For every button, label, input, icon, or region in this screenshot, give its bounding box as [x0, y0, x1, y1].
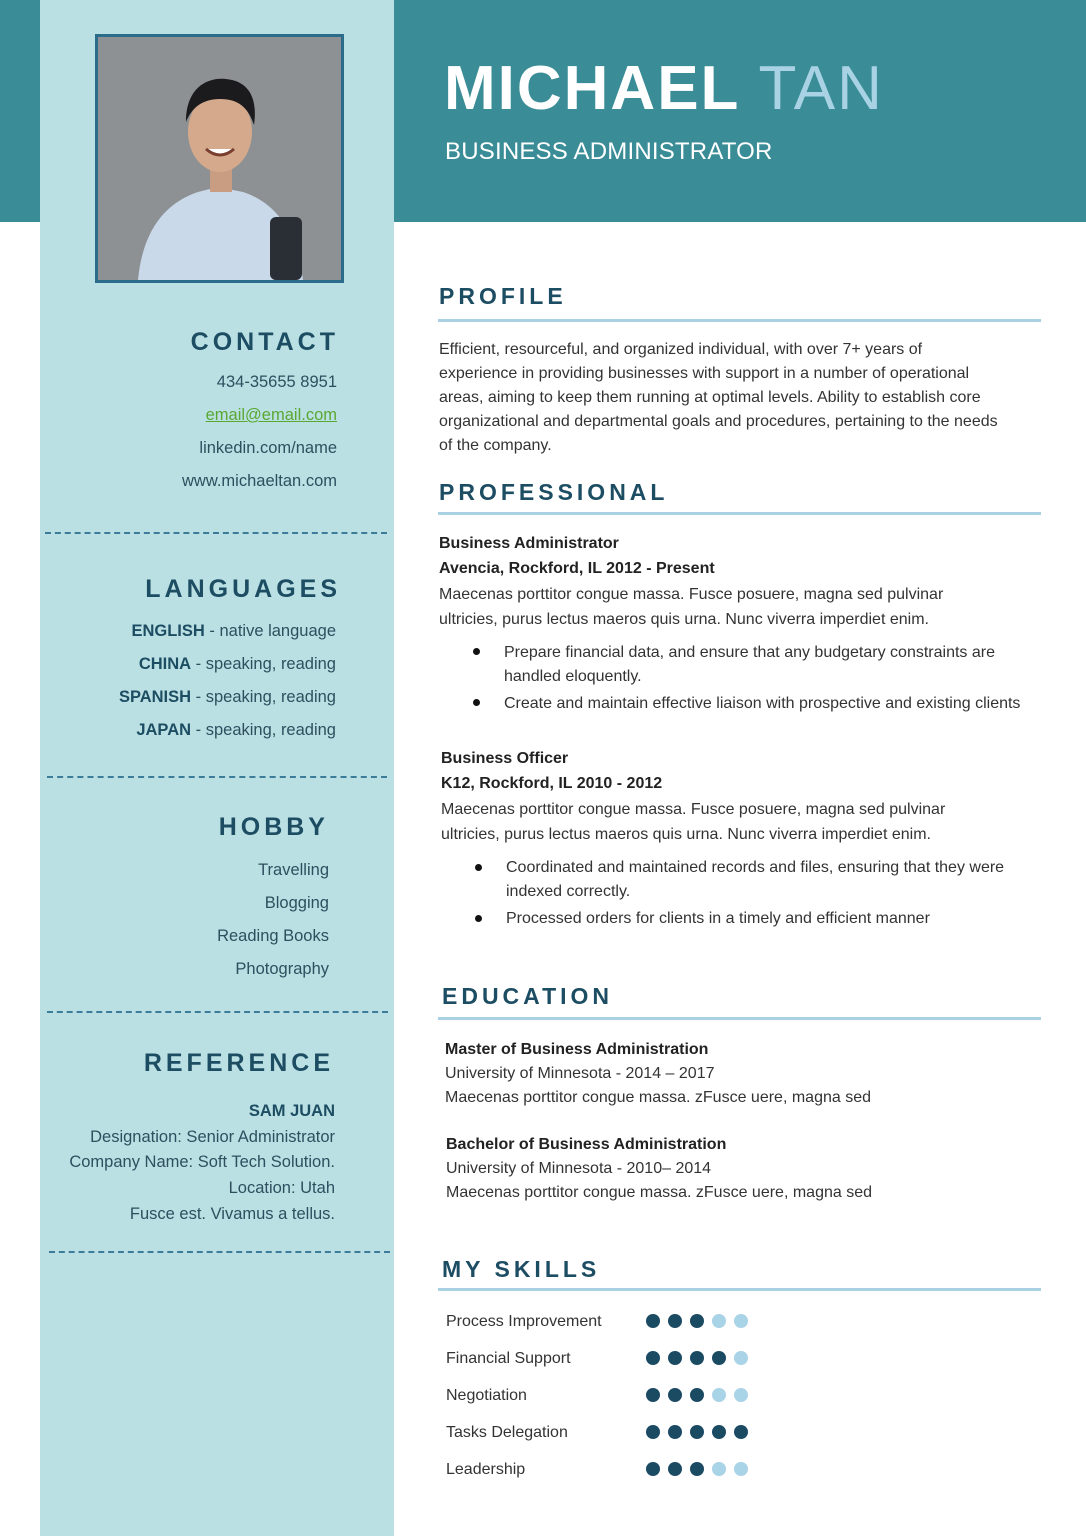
section-rule — [438, 512, 1041, 515]
job-description-line: Maecenas porttitor congue massa. Fusce posuere, magna sed pulvinar — [439, 586, 944, 603]
language-name: SPANISH — [118, 688, 192, 706]
reference-designation: Designation: Senior Administrator — [90, 1128, 335, 1146]
job-company-dates: Avencia, Rockford, IL 2012 - Present — [439, 560, 715, 577]
contact-linkedin[interactable]: linkedin.com/name — [199, 439, 337, 457]
rating-dot-filled-icon — [646, 1388, 660, 1402]
bullet-icon — [475, 915, 482, 922]
hobby-item: Travelling — [258, 861, 329, 879]
rating-dot-filled-icon — [690, 1351, 704, 1365]
profile-line: areas, aiming to keep them running at optimal levels. Ability to establish core — [439, 389, 981, 406]
degree-description: Maecenas porttitor congue massa. zFusce uere, magna sed — [446, 1184, 872, 1201]
rating-dot-filled-icon — [690, 1314, 704, 1328]
profile-line: of the company. — [439, 437, 552, 454]
rating-dot-filled-icon — [668, 1351, 682, 1365]
rating-dot-empty-icon — [712, 1388, 726, 1402]
rating-dot-filled-icon — [646, 1314, 660, 1328]
rating-dot-filled-icon — [668, 1314, 682, 1328]
job-description-line: ultricies, purus lectus maeros quis urna. Nunc viverra imperdiet enim. — [441, 826, 931, 843]
rating-dot-filled-icon — [646, 1351, 660, 1365]
education-heading: EDUCATION — [442, 983, 614, 1009]
rating-dot-empty-icon — [734, 1351, 748, 1365]
degree-description: Maecenas porttitor congue massa. zFusce uere, magna sed — [445, 1089, 871, 1106]
job-description-line: ultricies, purus lectus maeros quis urna. Nunc viverra imperdiet enim. — [439, 611, 929, 628]
language-level: - native language — [204, 622, 336, 640]
skill-label: Negotiation — [446, 1387, 527, 1404]
contact-email-link[interactable]: email@email.com — [205, 406, 337, 424]
profile-line: Efficient, resourceful, and organized individual, with over 7+ years of — [439, 341, 923, 358]
last-name: TAN — [758, 54, 884, 123]
reference-company: Company Name: Soft Tech Solution. — [69, 1153, 335, 1171]
skill-label: Process Improvement — [446, 1313, 602, 1330]
rating-dot-empty-icon — [712, 1462, 726, 1476]
profile-line: organizational and departmental goals and procedures, pertaining to the needs — [439, 413, 998, 430]
language-level: - speaking, reading — [191, 721, 336, 739]
bullet-icon — [473, 648, 480, 655]
portrait-image — [98, 37, 341, 280]
first-name: MICHAEL — [444, 54, 741, 123]
language-item — [119, 688, 336, 707]
profile-photo — [95, 34, 344, 283]
job-title: Business Administrator — [439, 535, 619, 552]
skill-rating — [646, 1314, 748, 1328]
job-description-line: Maecenas porttitor congue massa. Fusce posuere, magna sed pulvinar — [441, 801, 946, 818]
section-rule — [438, 1017, 1041, 1020]
rating-dot-filled-icon — [712, 1425, 726, 1439]
reference-name: SAM JUAN — [248, 1102, 335, 1120]
job-bullet: Coordinated and maintained records and files, ensuring that they were indexed correctly. — [506, 859, 1005, 900]
language-name: JAPAN — [136, 721, 192, 739]
skills-heading: MY SKILLS — [442, 1256, 601, 1282]
section-divider — [47, 1011, 388, 1013]
job-title: Business Officer — [441, 750, 569, 767]
contact-heading: CONTACT — [190, 328, 339, 356]
skill-rating — [646, 1462, 748, 1476]
rating-dot-empty-icon — [712, 1314, 726, 1328]
rating-dot-filled-icon — [712, 1351, 726, 1365]
rating-dot-filled-icon — [646, 1462, 660, 1476]
section-rule — [438, 1288, 1041, 1291]
rating-dot-filled-icon — [668, 1425, 682, 1439]
rating-dot-filled-icon — [690, 1425, 704, 1439]
language-name: CHINA — [138, 655, 192, 673]
degree-title: Master of Business Administration — [445, 1041, 709, 1058]
language-item — [131, 622, 336, 641]
section-divider — [49, 1251, 390, 1253]
rating-dot-empty-icon — [734, 1388, 748, 1402]
language-level: - speaking, reading — [191, 655, 336, 673]
professional-heading: PROFESSIONAL — [439, 479, 669, 505]
hobby-heading: HOBBY — [218, 813, 329, 841]
reference-heading: REFERENCE — [143, 1049, 334, 1077]
contact-phone[interactable]: 434-35655 8951 — [216, 373, 337, 391]
degree-school: University of Minnesota - 2010– 2014 — [446, 1160, 712, 1177]
profile-summary — [439, 338, 1039, 458]
candidate-name — [444, 56, 884, 122]
skill-label: Tasks Delegation — [446, 1424, 568, 1441]
reference-location: Location: Utah — [228, 1179, 335, 1197]
bullet-icon — [475, 864, 482, 871]
section-rule — [438, 319, 1041, 322]
skill-rating — [646, 1351, 748, 1365]
rating-dot-empty-icon — [734, 1462, 748, 1476]
job-bullet: Prepare financial data, and ensure that any budgetary constraints are handled eloquently. — [504, 644, 995, 685]
hobby-item: Blogging — [264, 894, 329, 912]
rating-dot-empty-icon — [734, 1314, 748, 1328]
job-title: BUSINESS ADMINISTRATOR — [445, 138, 773, 165]
job-bullet: Processed orders for clients in a timely and efficient manner — [506, 910, 930, 927]
degree-school: University of Minnesota - 2014 – 2017 — [445, 1065, 715, 1082]
degree-title: Bachelor of Business Administration — [446, 1136, 727, 1153]
rating-dot-filled-icon — [646, 1425, 660, 1439]
rating-dot-filled-icon — [668, 1462, 682, 1476]
skill-rating — [646, 1388, 748, 1402]
profile-heading: PROFILE — [439, 283, 567, 309]
reference-note: Fusce est. Vivamus a tellus. — [129, 1205, 335, 1223]
language-level: - speaking, reading — [191, 688, 336, 706]
section-divider — [45, 532, 387, 534]
skill-label: Leadership — [446, 1461, 526, 1478]
job-company-dates: K12, Rockford, IL 2010 - 2012 — [441, 775, 663, 792]
skill-label: Financial Support — [446, 1350, 571, 1367]
language-item — [136, 721, 336, 740]
header-band-left — [0, 0, 40, 222]
rating-dot-filled-icon — [668, 1388, 682, 1402]
hobby-item: Photography — [235, 960, 329, 978]
section-divider — [47, 776, 387, 778]
job-bullet: Create and maintain effective liaison with prospective and existing clients — [504, 695, 1021, 712]
rating-dot-filled-icon — [690, 1388, 704, 1402]
language-item — [139, 655, 336, 674]
skill-rating — [646, 1425, 748, 1439]
hobby-item: Reading Books — [217, 927, 329, 945]
profile-line: experience in providing businesses with support in a number of operational — [439, 365, 970, 382]
rating-dot-filled-icon — [734, 1425, 748, 1439]
bullet-icon — [473, 699, 480, 706]
languages-heading: LANGUAGES — [145, 575, 341, 603]
rating-dot-filled-icon — [690, 1462, 704, 1476]
language-name: ENGLISH — [131, 622, 205, 640]
contact-website[interactable]: www.michaeltan.com — [182, 472, 337, 490]
